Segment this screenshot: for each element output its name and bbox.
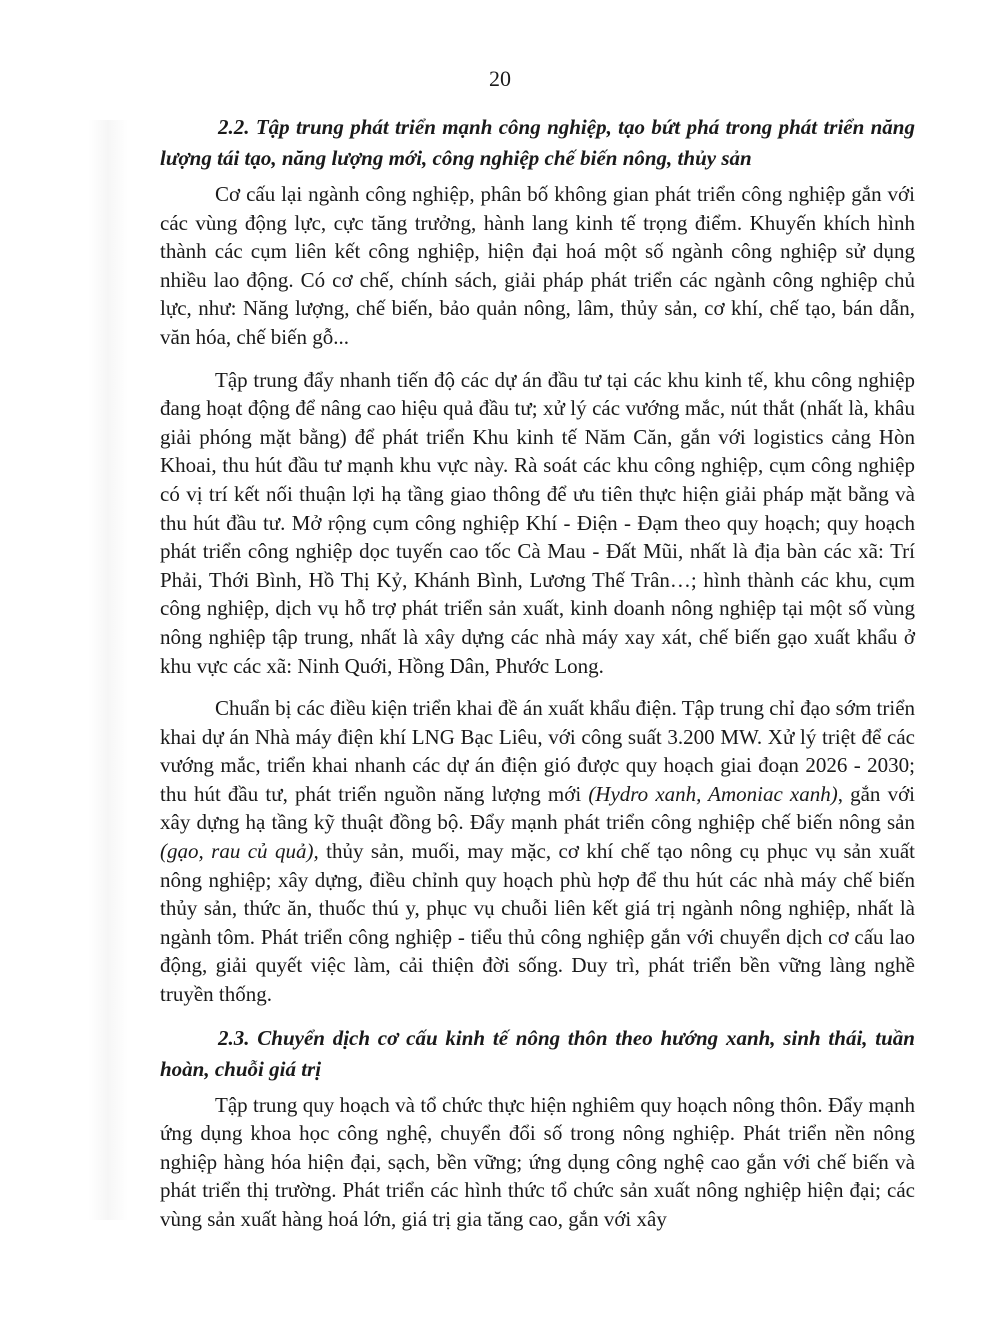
paragraph: Cơ cấu lại ngành công nghiệp, phân bố không gian phát triển công nghiệp gắn với các vùng động lực, cực tăng trưởng, hành lang kinh tế trọng điểm. Khuyến khích hình thành các cụm liên kết công nghiệp, hiện đại hoá một số ngành công nghiệp sử dụng nhiều lao động. Có cơ chế, chính sách, giải pháp phát triển các ngành công nghiệp chủ lực, như: Năng lượng, chế biến, bảo quản nông, lâm, thủy sản, cơ khí, chế tạo, bán dẫn, văn hóa, chế biến gỗ... [160, 182, 915, 349]
scan-margin-shadow [88, 120, 128, 1220]
italic-text: (Hydro xanh, Amoniac xanh) [588, 781, 838, 806]
italic-text: (gạo, rau củ quả), [160, 839, 319, 864]
paragraph-text: Chuẩn bị các điều kiện triển khai đề án xuất khẩu điện. Tập trung chỉ đạo sớm triển khai dự án Nhà máy điện khí LNG Bạc Liêu, với công suất 3.200 MW. Xử lý triệt để các vướng mắc, triển khai nhanh các dự án điện gió được quy hoạch giai đoạn 2026 - 2030; thu hút đầu tư, phát triển nguồn năng lượng mới [160, 696, 916, 806]
page-number: 20 [489, 66, 511, 91]
paragraph: Tập trung quy hoạch và tổ chức thực hiện nghiêm quy hoạch nông thôn. Đẩy mạnh ứng dụng khoa học công nghệ, chuyển đổi số trong nông nghiệp. Phát triển nền nông nghiệp hàng hóa hiện đại, sạch, bền vững; ứng dụng công nghệ cao gắn với chế biến và phát triển thị trường. Phát triển các hình thức tổ chức sản xuất nông nghiệp hiện đại; các vùng sản xuất hàng hoá lớn, giá trị gia tăng cao, gắn với xây [160, 1092, 915, 1231]
section-heading-2-3: 2.3. Chuyển dịch cơ cấu kinh tế nông thôn theo hướng xanh, sinh thái, tuần hoàn, chuỗi giá trị [160, 1025, 915, 1081]
paragraph: Tập trung đẩy nhanh tiến độ các dự án đầu tư tại các khu kinh tế, khu công nghiệp đang hoạt động để nâng cao hiệu quả đầu tư; xử lý các vướng mắc, nút thắt (nhất là, khâu giải phóng mặt bằng) để phát triển Khu kinh tế Năm Căn, gắn với logistics cảng Hòn Khoai, thu hút đầu tư mạnh khu vực này. Rà soát các khu công nghiệp, cụm công nghiệp có vị trí kết nối thuận lợi hạ tầng giao thông để ưu tiên thực hiện giải pháp mặt bằng và thu hút đầu tư. Mở rộng cụm công nghiệp Khí - Điện - Đạm theo quy hoạch; quy hoạch phát triển công nghiệp dọc tuyến cao tốc Cà Mau - Đất Mũi, nhất là địa bàn các xã: Trí Phải, Thới Bình, Hồ Thị Kỷ, Khánh Bình, Lương Thế Trân…; hình thành các khu, cụm công nghiệp, dịch vụ hỗ trợ phát triển sản xuất, kinh doanh nông nghiệp tại một số vùng nông nghiệp tập trung, nhất là xây dựng các nhà máy xay xát, chế biến gạo xuất khẩu ở khu vực các xã: Ninh Quới, Hồng Dân, Phước Long. [160, 367, 915, 678]
paragraph-text: thủy sản, muối, may mặc, cơ khí chế tạo nông cụ phục vụ sản xuất nông nghiệp; xây dựng, điều chỉnh quy hoạch phù hợp để thu hút các nhà máy chế biến thủy sản, thức ăn, thuốc thú y, phục vụ chuỗi liên kết giá trị ngành nông nghiệp, nhất là ngành tôm. Phát triển công nghiệp - tiểu thủ công nghiệp gắn với chuyển dịch cơ cấu lao động, giải quyết việc làm, cải thiện đời sống. Duy trì, phát triển bền vững làng nghề truyền thống. [160, 839, 915, 1007]
section-heading-2-2: 2.2. Tập trung phát triển mạnh công nghiệp, tạo bứt phá trong phát triển năng lượng tái tạo, năng lượng mới, công nghiệp chế biến nông, thủy sản [160, 115, 915, 170]
page-content [160, 112, 915, 1248]
paragraph-text: , gắn với xây dựng hạ tầng kỹ thuật đồng bộ. Đẩy mạnh phát triển công nghiệp chế biến nông sản [160, 781, 916, 835]
paragraph-with-italics [160, 694, 915, 1009]
